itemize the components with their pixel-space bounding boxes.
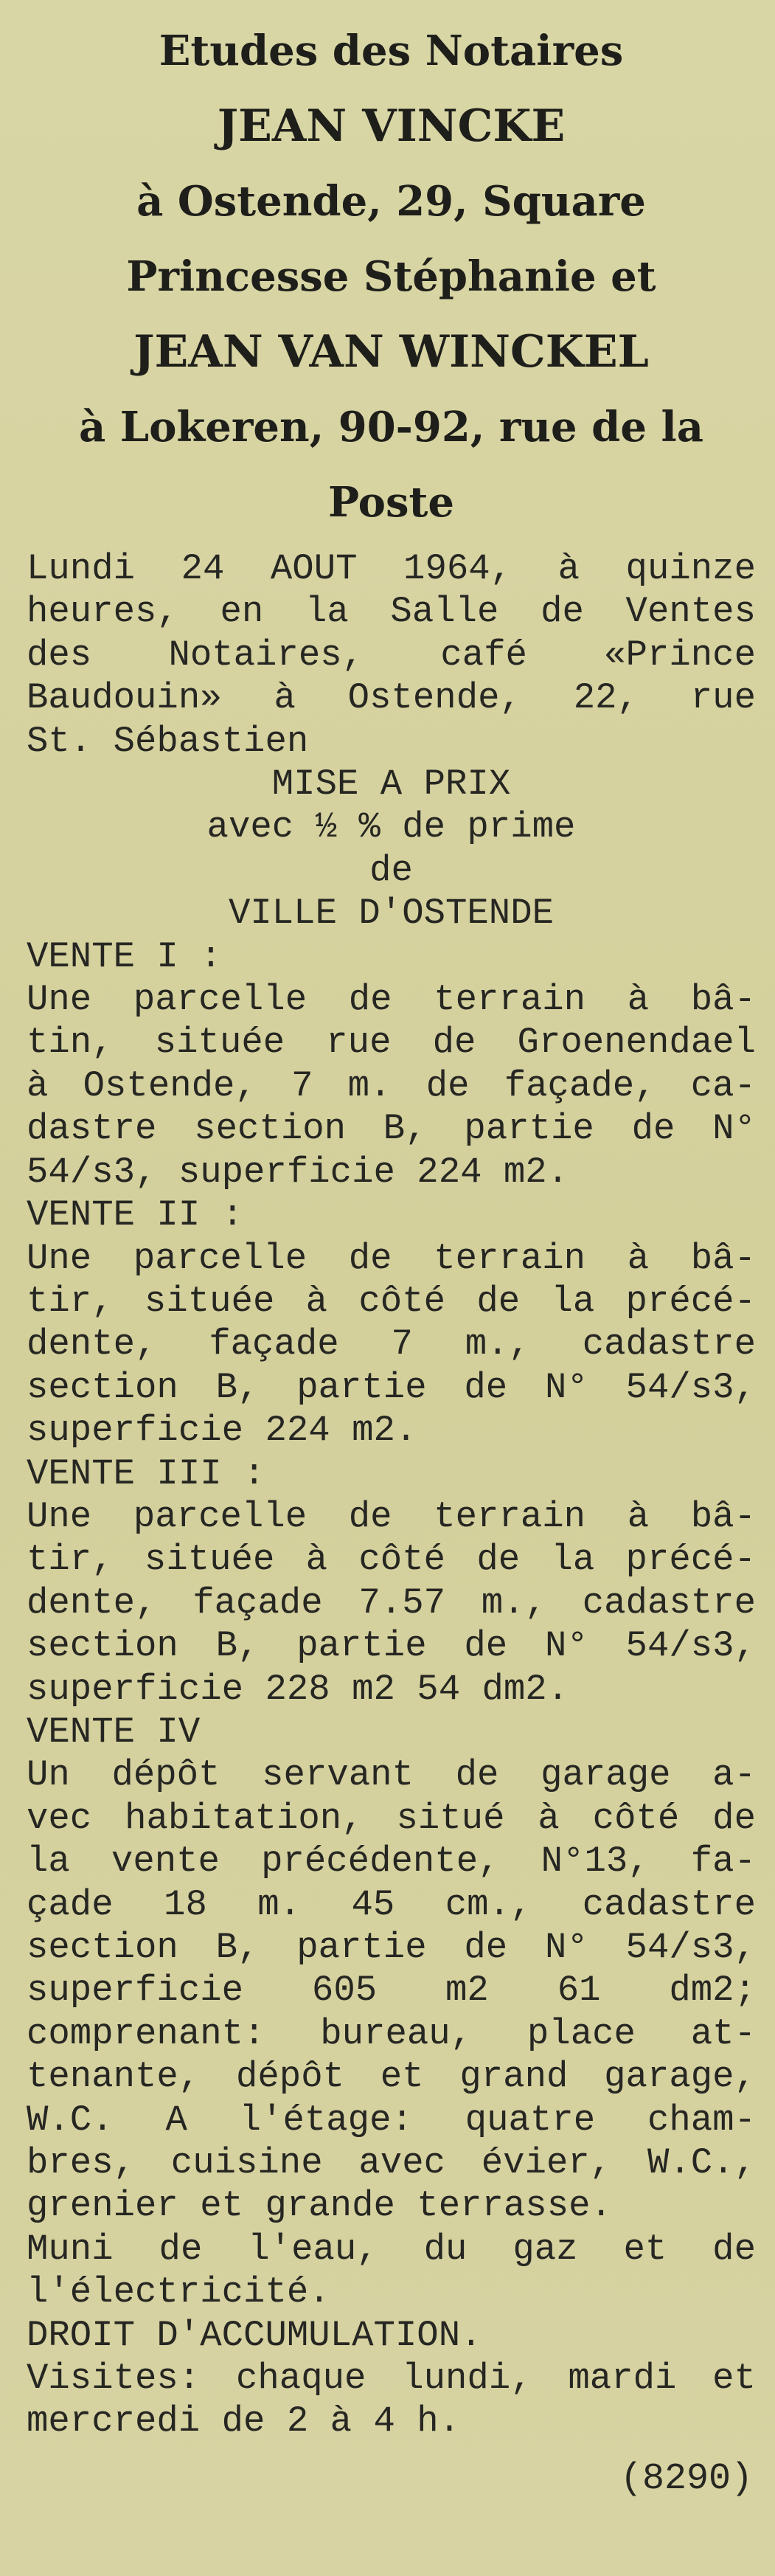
- vente-line: tir, située à côté de la précé-: [27, 1539, 756, 1581]
- vente-line: Une parcelle de terrain à bâ-: [27, 1495, 756, 1537]
- vente-line: çade 18 m. 45 cm., cadastre: [27, 1883, 756, 1925]
- vente-line: Une parcelle de terrain à bâ-: [27, 1237, 756, 1279]
- intro-line: Lundi 24 AOUT 1964, à quinze: [27, 548, 756, 589]
- vente-line: grenier et grande terrasse.: [27, 2185, 612, 2227]
- mise-prime: avec ½ % de prime: [206, 806, 576, 848]
- vente-title: VENTE III :: [27, 1453, 265, 1495]
- notary-address-1: à Ostende, 29, Square: [136, 177, 646, 226]
- notary-address-1-cont: Princesse Stéphanie et: [126, 252, 656, 301]
- vente-title: VENTE II :: [27, 1194, 244, 1236]
- vente-1: [27, 935, 756, 1194]
- vente-line: dastre section B, partie de N°: [27, 1108, 756, 1150]
- vente-line: section B, partie de N° 54/s3,: [27, 1927, 756, 1968]
- notice-header: [27, 13, 756, 540]
- notary-address-2: à Lokeren, 90-92, rue de la: [78, 403, 704, 451]
- visites-line: mercredi de 2 à 4 h.: [27, 2400, 461, 2442]
- vente-line: tenante, dépôt et grand garage,: [27, 2056, 756, 2098]
- vente-line: superficie 228 m2 54 dm2.: [27, 1668, 569, 1710]
- reference-number: (8290): [619, 2457, 753, 2500]
- vente-line: W.C. A l'étage: quatre cham-: [27, 2099, 756, 2141]
- vente-line: comprenant: bureau, place at-: [27, 2012, 756, 2054]
- vente-line: section B, partie de N° 54/s3,: [27, 1625, 756, 1667]
- vente-line: vec habitation, situé à côté de: [27, 1797, 756, 1839]
- visites-paragraph: [27, 2357, 756, 2443]
- notary-name-2: JEAN VAN WINCKEL: [133, 326, 649, 378]
- mise-a-prix: [27, 763, 756, 935]
- vente-line: la vente précédente, N°13, fa-: [27, 1841, 756, 1883]
- notary-name-1: JEAN VINCKE: [217, 100, 566, 152]
- intro-line: Baudouin» à Ostende, 22, rue: [27, 677, 756, 719]
- sale-intro: [27, 547, 756, 763]
- vente-title: VENTE I :: [27, 935, 222, 977]
- vente-line: dente, façade 7 m., cadastre: [27, 1323, 756, 1365]
- intro-line: heures, en la Salle de Ventes: [27, 591, 756, 633]
- vente-line: section B, partie de N° 54/s3,: [27, 1366, 756, 1408]
- vente-line: tir, située à côté de la précé-: [27, 1280, 756, 1322]
- vente-2: [27, 1194, 756, 1452]
- header-title: Etudes des Notaires: [159, 27, 624, 75]
- intro-line: St. Sébastien: [27, 720, 309, 762]
- vente-line: à Ostende, 7 m. de façade, ca-: [27, 1064, 756, 1107]
- vente-line: tin, située rue de Groenendael: [27, 1022, 756, 1064]
- vente-line: dente, façade 7.57 m., cadastre: [27, 1582, 756, 1624]
- vente-line: superficie 224 m2.: [27, 1410, 417, 1452]
- intro-line: des Notaires, café «Prince: [27, 634, 756, 676]
- services-line: Muni de l'eau, du gaz et de: [27, 2228, 756, 2270]
- visites-line: Visites: chaque lundi, mardi et: [27, 2358, 756, 2400]
- mise-de: de: [369, 849, 413, 891]
- vente-line: bres, cuisine avec évier, W.C.,: [27, 2142, 756, 2184]
- vente-line: Un dépôt servant de garage a-: [27, 1754, 756, 1796]
- droit-paragraph: [27, 2314, 756, 2357]
- mise-city: VILLE D'OSTENDE: [228, 893, 555, 935]
- mise-title: MISE A PRIX: [271, 764, 511, 806]
- vente-line: superficie 605 m2 61 dm2;: [27, 1970, 756, 2012]
- vente-4: [27, 1711, 756, 2228]
- vente-line: 54/s3, superficie 224 m2.: [27, 1151, 569, 1193]
- services-line: l'électricité.: [27, 2271, 330, 2313]
- vente-3: [27, 1453, 756, 1711]
- services-paragraph: [27, 2228, 756, 2314]
- vente-title: VENTE IV: [27, 1711, 201, 1753]
- notary-address-2-cont: Poste: [328, 478, 454, 527]
- droit-line: DROIT D'ACCUMULATION.: [27, 2314, 482, 2356]
- vente-line: Une parcelle de terrain à bâ-: [27, 979, 756, 1021]
